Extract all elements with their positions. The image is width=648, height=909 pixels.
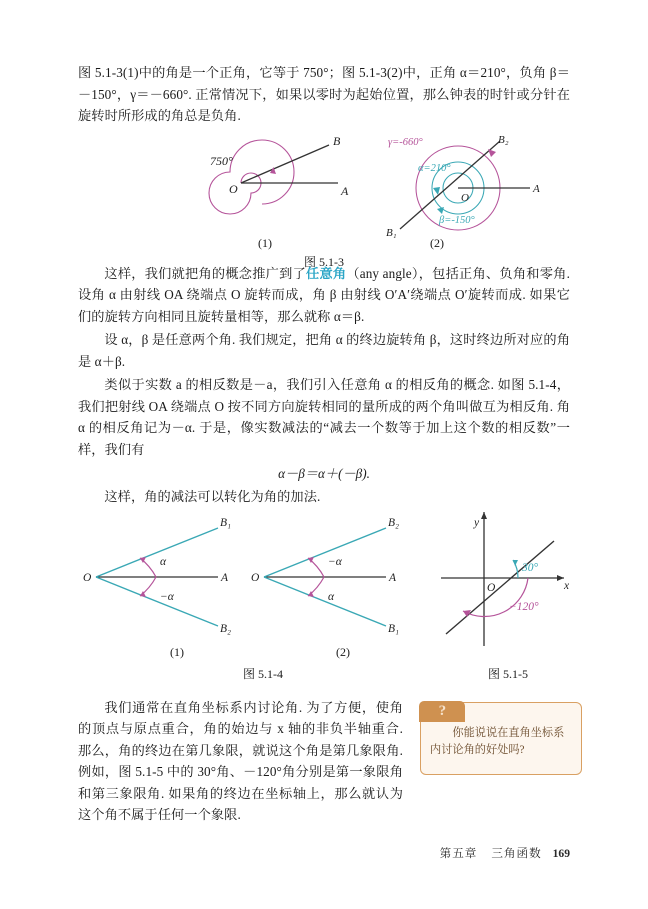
axis-y-arrowhead <box>481 512 487 519</box>
figure-row-514-515 <box>78 512 570 697</box>
label-750: 750° <box>210 153 233 168</box>
label-gamma: γ=-660° <box>388 136 423 148</box>
arrowhead-beta <box>437 207 444 214</box>
paragraph-5: 这样，角的减法可以转化为角的加法. <box>104 489 321 504</box>
figure-5-1-4-panel-2 <box>246 512 421 642</box>
paragraph-1: 图 5.1-3(1)中的角是一个正角，它等于 750°；图 5.1-3(2)中，正角 α＝210°，负角 β＝－150°，γ＝－660°. 正常情况下，如果以零时为起始位置，那么钟表的时针或分针在旋转时所形成的角总是负角. <box>78 65 570 123</box>
formula-angle-subtraction: α－β＝α＋(－β). <box>278 466 370 481</box>
footer-chapter: 第五章 <box>439 847 478 860</box>
figure-5-1-3-subcaption-1: (1) <box>258 235 272 250</box>
label-point-A: A <box>389 571 397 584</box>
term-any-angle: 任意角 <box>306 265 347 281</box>
label-vertex-O: O <box>83 571 92 584</box>
label-point-A: A <box>221 571 229 584</box>
figure-5-1-4-panel-1 <box>78 512 253 642</box>
figure-5-1-4-title: 图 5.1-4 <box>243 666 283 681</box>
figure-5-1-3-subcaption-2: (2) <box>430 235 444 250</box>
label-vertex-O: O <box>461 191 469 204</box>
figure-5-1-3-panel-2 <box>370 133 555 238</box>
ray-OB <box>241 145 329 183</box>
question-mark-icon: ? <box>419 701 465 722</box>
ray-OB2 <box>96 577 218 626</box>
label-point-A: A <box>341 183 349 198</box>
label-point-B: B <box>333 134 341 148</box>
page-number: 169 <box>552 847 570 860</box>
label-angle-30: 30° <box>522 561 539 574</box>
paragraph-3: 设 α，β 是任意两个角. 我们规定，把角 α 的终边旋转角 β，这时终边所对应的角是 α＋β. <box>78 332 570 369</box>
label-point-B1: B₁ <box>386 226 397 238</box>
figure-5-1-5 <box>436 506 576 656</box>
ray-OB1 <box>96 528 218 577</box>
label-origin-O: O <box>487 581 496 594</box>
label-vertex-O: O <box>251 571 260 584</box>
label-axis-y: y <box>474 516 480 529</box>
label-angle-alpha: α <box>160 555 167 568</box>
label-axis-x: x <box>564 579 570 592</box>
arrowhead-gamma <box>488 149 496 157</box>
label-angle-alpha: α <box>328 590 335 603</box>
label-point-B2: B₂ <box>388 516 400 529</box>
figure-5-1-4-subcaption-1: (1) <box>170 644 184 659</box>
figure-5-1-3-panel-1 <box>183 135 393 235</box>
label-angle-neg120: −120° <box>509 600 539 613</box>
page-footer <box>440 845 570 861</box>
arrowhead-alpha <box>433 187 440 195</box>
label-point-B2: B₂ <box>220 622 232 635</box>
ray-OB1 <box>264 577 386 626</box>
question-callout-text: 你能说说在直角坐标系内讨论角的好处吗? <box>430 727 565 756</box>
label-angle-negative-alpha: −α <box>160 590 174 603</box>
paragraph-2-before: 这样，我们就把角的概念推广到了 <box>104 265 307 281</box>
label-point-B1: B₁ <box>220 516 232 529</box>
paragraph-2-after: （any angle），包括正角、负角和零角. 设角 α 由射线 OA 绕端点 O 旋转而成，角 β 由射线 O′A′绕端点 O′旋转而成. 如果它们的旋转方向相同且旋转量相等，那么就称 α＝β. <box>78 265 570 324</box>
question-callout <box>420 702 582 775</box>
spiral-750 <box>209 140 294 214</box>
figure-5-1-3-title: 图 5.1-3 <box>304 254 344 269</box>
label-point-A: A <box>533 182 540 195</box>
paragraph-4: 类似于实数 a 的相反数是－a，我们引入任意角 α 的相反角的概念. 如图 5.1-4，我们把射线 OA 绕端点 O 按不同方向旋转相同的量所成的两个角叫做互为相反角. 角 α 的相反角记为－α. 于是，像实数减法的“减去一个数等于加上这个数的相反数”一样，我们有 <box>78 377 570 457</box>
paragraph-2 <box>78 263 570 328</box>
label-vertex-O: O <box>229 181 238 196</box>
figure-5-1-5-title: 图 5.1-5 <box>488 666 528 681</box>
label-angle-negative-alpha: −α <box>328 555 342 568</box>
ray-OB2 <box>264 528 386 577</box>
figure-5-1-4-subcaption-2: (2) <box>336 644 350 659</box>
figure-5-1-3 <box>78 133 570 269</box>
label-beta: β=-150° <box>439 214 475 226</box>
paragraph-6: 我们通常在直角坐标系内讨论角. 为了方便，使角的顶点与原点重合，角的始边与 x 轴的非负半轴重合. 那么，角的终边在第几象限，就说这个角是第几象限角. 例如，图 5.1-5 中的 30°角、－120°角分别是第一象限角和第三象限角. 如果角的终边在坐标轴上，那么就认为这个角不属于任何一个象限. <box>78 699 403 822</box>
footer-section: 三角函数 <box>491 847 542 860</box>
label-alpha: α=210° <box>418 162 451 174</box>
terminal-line <box>446 541 554 634</box>
axis-x-arrowhead <box>557 575 564 581</box>
label-point-B1: B₁ <box>388 622 400 635</box>
label-point-B2: B₂ <box>498 133 509 146</box>
